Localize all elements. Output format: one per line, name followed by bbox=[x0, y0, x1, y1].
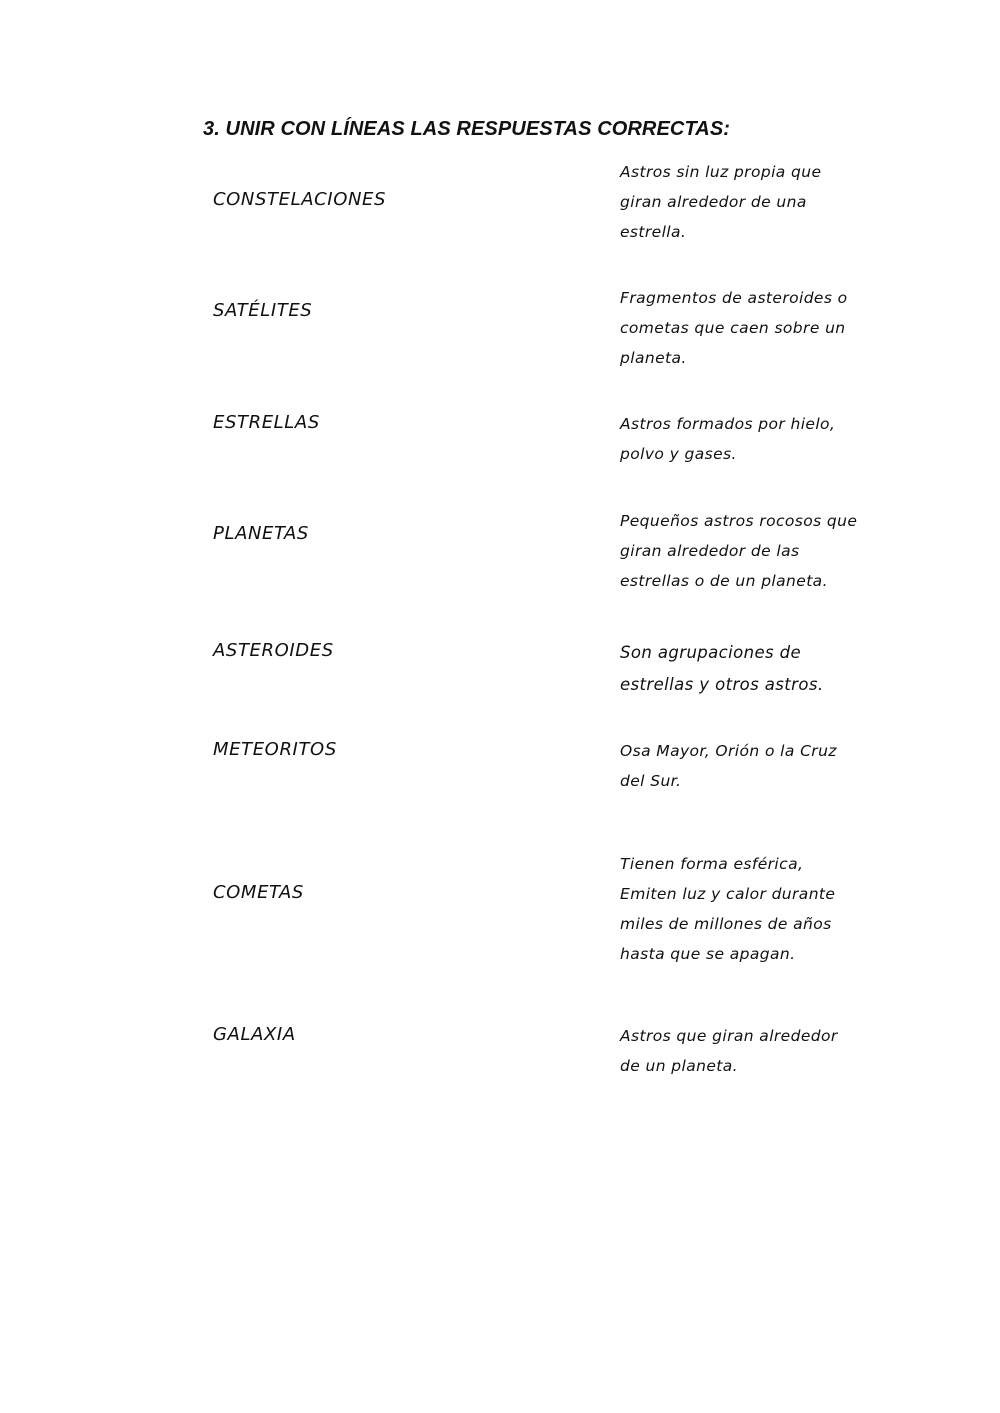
term-asteroides[interactable]: ASTEROIDES bbox=[213, 640, 334, 661]
term-cometas[interactable]: COMETAS bbox=[213, 882, 304, 903]
definition-1[interactable]: Astros sin luz propia que giran alrededor de una estrella. bbox=[620, 163, 822, 241]
definition-8[interactable]: Astros que giran alrededor de un planeta. bbox=[620, 1027, 838, 1075]
term-satelites[interactable]: SATÉLITES bbox=[213, 300, 313, 321]
definition-6[interactable]: Osa Mayor, Orión o la Cruz del Sur. bbox=[620, 742, 837, 790]
term-planetas[interactable]: PLANETAS bbox=[213, 523, 309, 544]
term-meteoritos[interactable]: METEORITOS bbox=[213, 739, 337, 760]
definition-2[interactable]: Fragmentos de asteroides o cometas que caen sobre un planeta. bbox=[620, 289, 848, 367]
exercise-title: 3. UNIR CON LÍNEAS LAS RESPUESTAS CORRECTAS: bbox=[203, 118, 731, 140]
definition-5[interactable]: Son agrupaciones de estrellas y otros astros. bbox=[620, 643, 824, 694]
term-constelaciones[interactable]: CONSTELACIONES bbox=[213, 189, 387, 210]
definition-7[interactable]: Tienen forma esférica, Emiten luz y calor durante miles de millones de años hasta que se apagan. bbox=[620, 855, 836, 963]
definition-3[interactable]: Astros formados por hielo, polvo y gases. bbox=[620, 415, 836, 463]
term-estrellas[interactable]: ESTRELLAS bbox=[213, 412, 320, 433]
term-galaxia[interactable]: GALAXIA bbox=[213, 1024, 296, 1045]
definition-4[interactable]: Pequeños astros rocosos que giran alrededor de las estrellas o de un planeta. bbox=[620, 512, 858, 590]
